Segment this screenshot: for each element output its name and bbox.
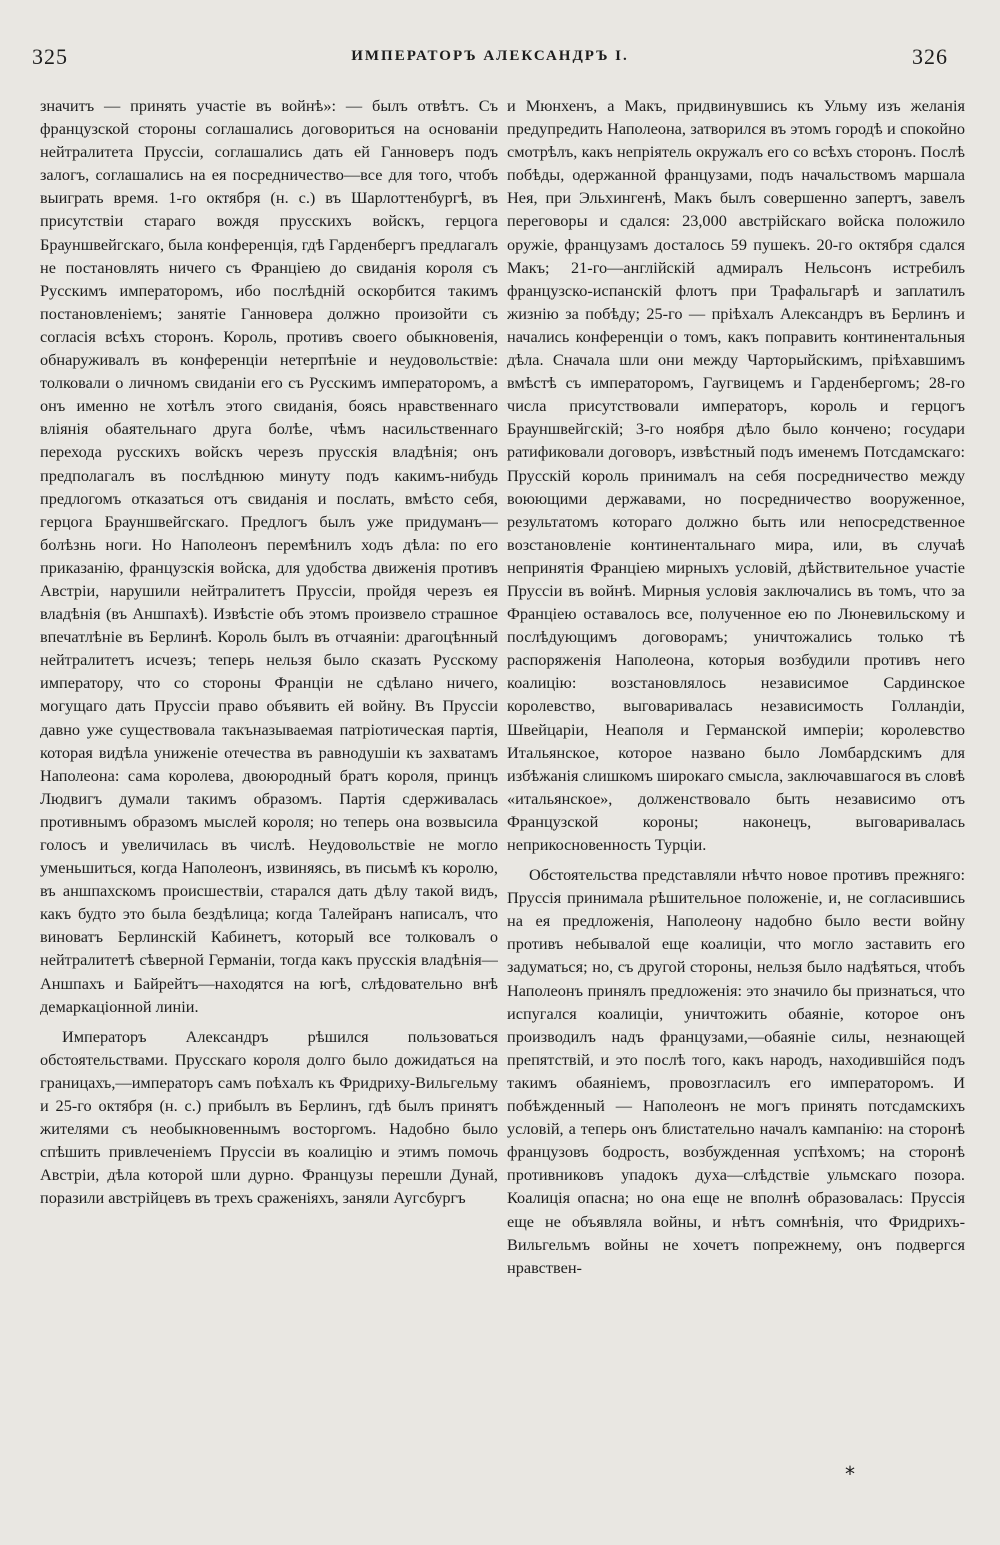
right-paragraph-1: и Мюнхенъ, а Макъ, придвинувшись къ Ульму изъ желанія предупредить Наполеона, затворился въ этомъ городѣ и спокойно смотрѣлъ, какъ непріятель окружалъ его со всѣхъ сторонъ. Послѣ побѣды, одержанной французами, подъ начальствомъ маршала Нея, при Эльхингенѣ, Макъ былъ совершенно запертъ, завелъ переговоры и сдался: 23,000 австрійскаго войска положило оружіе, французамъ досталось 59 пушекъ. 20-го октября сдался Макъ; 21-го—англійскій адмиралъ Нельсонъ истребилъ французско-испанскій флотъ при Трафальгарѣ и заплатилъ жизнію за побѣду; 25-го — пріѣхалъ Александръ въ Берлинъ и начались конференціи о томъ, какъ поправить континентальныя дѣла. Сначала шли они между Чарторыйскимъ, пріѣхавшимъ вмѣстѣ съ императоромъ, Гаугвицемъ и Гарденбергомъ; 28-го числа присутствовали императоръ, король и герцогъ Брауншвейгскій; 3-го ноября дѣло было кончено; государи ратификовали договоръ, извѣстный подъ именемъ Потсдамскаго: Прусскій король принималъ на себя посредничество между воюющими державами, но посредничество вооруженное, результатомъ котораго должно быть или непосредственное возстановленіе континентальнаго мира, или, въ случаѣ непринятія Франціею мирныхъ условій, дѣйствительное участіе Пруссіи въ войнѣ. Мирныя условія заключались въ томъ, что за Франціею оставалось все, полученное ею по Люневильскому и послѣдующимъ договорамъ; уничтожались только тѣ распоряженія Наполеона, которыя возбудили противъ него коалицію: возстановлялось независимое Сардинское королевство, выговаривалась независимость Голландіи, Швейцаріи, Неаполя и Германской имперіи; королевство Итальянское, которое названо было Ломбардскимъ для избѣжанія слишкомъ широкаго смысла, заключавшагося въ словѣ «итальянское», долженствовало быть независимо отъ Французской короны; наконецъ, выговаривалась неприкосновенность Турціи.: [507, 96, 965, 854]
right-paragraph-2: Обстоятельства представляли нѣчто новое противъ прежняго: Пруссія принимала рѣшительное положеніе, и, не согласившись на ея предложенія, Наполеону надобно было вести войну противъ небывалой еще коалиціи, что могло заставить его задуматься; но, съ другой стороны, нельзя было надѣяться, чтобъ Наполеонъ принялъ предложенія: это значило бы признаться, что испугался коалиціи, уничтожить обаяніе, которое онъ производилъ надъ французами,—обаяніе силы, незнающей препятствій, и это послѣ того, какъ народъ, находившійся подъ такимъ обаяніемъ, провозгласилъ его императоромъ. И побѣжденный — Наполеонъ не могъ принять потсдамскихъ условій, а теперь онъ блистательно началъ кампанію: на сторонѣ французовъ бодрость, возбужденная успѣхомъ; на сторонѣ противниковъ упадокъ духа—слѣдствіе ульмскаго позора. Коалиція опасна; но она еще не вполнѣ образовалась: Пруссія еще не объявляла войны, и нѣтъ сомнѣнія, что Фридрихъ-Вильгельмъ войны не хочетъ попрежнему, онъ подвергся нравствен-: [507, 865, 965, 1277]
left-paragraph-1: значитъ — принять участіе въ войнѣ»: — былъ отвѣтъ. Съ французской стороны соглашались договориться на основаніи нейтралитета Пруссіи, соглашались дать ей Ганноверъ подъ залогъ, соглашались на ея посредничество—все для того, чтобъ выиграть время. 1-го октября (н. с.) въ Шарлоттенбургѣ, въ присутствіи стараго вождя прусскихъ войскъ, герцога Брауншвейгскаго, была конференція, гдѣ Гарденбергъ предлагалъ не постановлять ничего съ Франціею до свиданія короля съ Русскимъ императоромъ, ибо послѣдній оскорбится такимъ постановленіемъ; занятіе Ганновера должно произойти съ согласія всѣхъ сторонъ. Король, противъ своего обыкновенія, обнаруживалъ въ конференціи нетерпѣніе и неудовольствіе: толковали о личномъ свиданіи его съ Русскимъ императоромъ, а онъ именно не хотѣлъ этого свиданія, боясь нравственнаго вліянія обаятельнаго друга болѣе, чѣмъ насильственнаго перехода русскихъ войскъ черезъ прусскія владѣнія; онъ предполагалъ въ послѣднюю минуту подъ какимъ-нибудь предлогомъ отказаться отъ свиданія и послать, вмѣсто себя, герцога Брауншвейгскаго. Предлогъ былъ уже придуманъ—болѣзнь ноги. Но Наполеонъ перемѣнилъ ходъ дѣла: по его приказанію, французскія войска, для удобства движенія противъ Австріи, нарушили нейтралитетъ Пруссіи, пройдя черезъ ея владѣнія (въ Аншпахѣ). Извѣстіе объ этомъ произвело страшное впечатлѣніе въ Берлинѣ. Король былъ въ отчаяніи: драгоцѣнный нейтралитетъ исчезъ; теперь нельзя было сказать Русскому императору, что со стороны Франціи не сдѣлано ничего, могущаго дать Пруссіи право объявить ей войну. Въ Пруссіи давно уже существовала такъназываемая патріотическая партія, которая видѣла униженіе отечества въ равнодушіи къ захватамъ Наполеона: сама королева, двоюродный братъ короля, принцъ Людвигъ думали такимъ образомъ. Партія сдерживалась противнымъ образомъ мыслей короля; но теперь она возвысила голосъ и увеличилась въ числѣ. Неудовольствіе не могло уменьшиться, когда Наполеонъ, извиняясь, въ письмѣ къ королю, въ аншпахскомъ происшествіи, старался дать дѣлу такой видъ, какъ будто это была бездѣлица; когда Талейранъ написалъ, что виноватъ Берлинскій Кабинетъ, который все толковалъ о нейтралитетѣ сѣверной Германіи, тогда какъ прусскія владѣнія—Аншпахъ и Байрейтъ—находятся на югѣ, слѣдовательно внѣ демаркаціонной линіи.: [40, 96, 498, 1016]
left-column: [40, 94, 498, 1504]
left-paragraph-2: Императоръ Александръ рѣшился пользоваться обстоятельствами. Прусскаго короля долго было дожидаться на границахъ,—императоръ самъ поѣхалъ къ Фридриху-Вильгельму и 25-го октября (н. с.) прибылъ въ Берлинъ, гдѣ былъ принятъ жителями съ необыкновеннымъ восторгомъ. Надобно было спѣшить привлеченіемъ Пруссіи въ коалицію и этимъ помочь Австріи, дѣла которой шли дурно. Французы перешли Дунай, поразили австрійцевъ въ трехъ сраженіяхъ, заняли Аугсбургъ: [40, 1026, 498, 1208]
right-column: [507, 94, 965, 1504]
page-header: [32, 44, 948, 76]
page-number-left: 325: [32, 44, 68, 69]
page-number-right: 326: [912, 44, 948, 69]
running-title: ИМПЕРАТОРЪ АЛЕКСАНДРЪ I.: [351, 48, 629, 64]
signature-mark: *: [845, 1462, 855, 1486]
